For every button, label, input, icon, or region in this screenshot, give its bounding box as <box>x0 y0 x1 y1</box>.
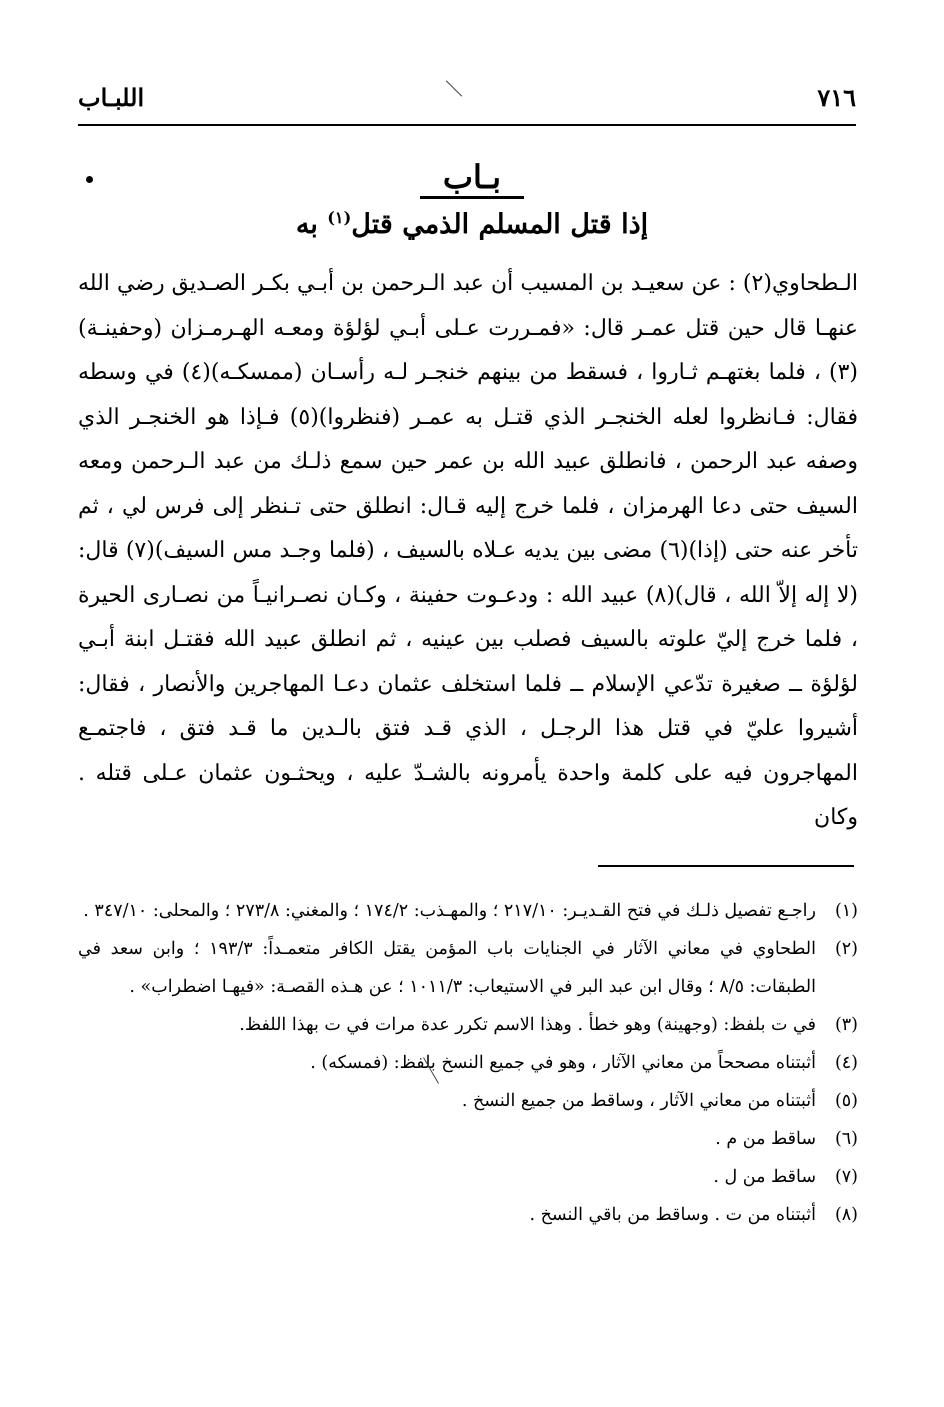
header-rule <box>78 124 856 126</box>
footnote-5 <box>78 1082 858 1120</box>
footnote-number: (٣) <box>834 1015 858 1035</box>
chapter-label: بـاب <box>442 158 502 196</box>
footnote-number: (٥) <box>834 1091 858 1111</box>
page-number: ٧١٦ <box>817 83 856 112</box>
heading-text: إذا قتل المسلم الذمي قتل <box>351 209 649 240</box>
page-header <box>78 82 856 112</box>
footnote-8 <box>78 1196 858 1234</box>
footnote-number: (٤) <box>834 1053 858 1073</box>
footnote-text: ساقط من ل . <box>713 1167 816 1187</box>
heading-tail: به <box>295 209 328 240</box>
running-title: اللبـاب <box>78 83 145 112</box>
footnote-6 <box>78 1120 858 1158</box>
chapter-underline <box>420 196 524 199</box>
body-paragraph: الـطحاوي(٢) : عن سعيـد بن المسيب أن عبد الـرحمن بن أبـي بكـر الصـديق رضي الله عنهـا قال حين قتل عمـر قال: «فمـررت عـلى أبـي لؤلؤة ومعـه الهـرمـزان (وحفينـة)(٣) ، فلما بغتهـم ثـاروا ، فسقط من بينهم خنجـر لـه رأسـان (ممسكـه)(٤) في وسطه فقال: فـانظروا لعله الخنجـر الذي قتـل به عمـر (فنظروا)(٥) فـإذا هو الخنجـر الذي وصفه عبد الرحمن ، فانطلق عبيد الله بن عمر حين سمع ذلـك من عبد الـرحمن ومعه السيف حتى دعا الهرمزان ، فلما خرج إليه قـال: انطلق حتى تـنظر إلى فرس لي ، ثم تأخر عنه حتى (إذا)(٦) مضى بين يديه عـلاه بالسيف ، (فلما وجـد مس السيف)(٧) قال: (لا إله إلاّ الله ، قال)(٨) عبيد الله : ودعـوت حفينة ، وكـان نصـرانيـاً من نصـارى الحيرة ، فلما خرج إليّ علوته بالسيف فصلب بين عينيه ، ثم انطلق عبيد الله فقتـل ابنة أبـي لؤلؤة ــ صغيرة تدّعي الإسلام ــ فلما استخلف عثمان دعـا المهاجرين والأنصار ، فقال: أشيروا عليّ في قتل هذا الرجـل ، الذي قـد فتق بالـدين ما قـد فتق ، فاجتمـع المهاجرون فيه على كلمة واحدة يأمرونه بالشـدّ عليه ، ويحثـون عثمان عـلى قتله . وكان <box>78 271 859 830</box>
footnote-7 <box>78 1158 858 1196</box>
footnote-2 <box>78 930 858 1006</box>
footnote-text: الطحاوي في معاني الآثار في الجنايات باب المؤمن يقتل الكافر متعمـداً: ١٩٣/٣ ؛ وابن سعد في الطبقات: ٨/٥ ؛ وقال ابن عبد البر في الاستيعاب: ١٠١١/٣ ؛ عن هـذه القصـة: «فيهـا اضطراب» . <box>78 939 817 997</box>
heading-footnote-ref: (١) <box>327 208 352 227</box>
section-heading <box>80 208 864 240</box>
footnote-text: راجـع تفصيل ذلـك في فتح القـديـر: ٢١٧/١٠ ؛ والمهـذب: ١٧٤/٢ ؛ والمغني: ٢٧٣/٨ ؛ والمحلى: ٣٤٧/١٠ . <box>83 901 816 921</box>
footnote-text: أثبتناه مصححاً من معاني الآثار ، وهو في جميع النسخ بلفظ: (فمسكه) . <box>310 1053 816 1073</box>
footnote-text: أثبتناه من معاني الآثار ، وساقط من جميع النسخ . <box>461 1091 816 1111</box>
footnote-4 <box>78 1044 858 1082</box>
footnote-number: (٧) <box>834 1167 858 1187</box>
footnote-number: (٢) <box>834 939 858 959</box>
footnote-text: أثبتناه من ت . وساقط من باقي النسخ . <box>529 1205 816 1225</box>
footnote-separator <box>598 865 854 867</box>
footnotes <box>78 892 858 1234</box>
scan-speck <box>86 176 93 183</box>
footnote-number: (١) <box>834 901 858 921</box>
main-text <box>78 262 858 841</box>
footnote-text: في ت بلفظ: (وجهينة) وهو خطأ . وهذا الاسم تكرر عدة مرات في ت بهذا اللفظ. <box>239 1015 816 1035</box>
footnote-3 <box>78 1006 858 1044</box>
footnote-text: ساقط من م . <box>715 1129 816 1149</box>
footnote-number: (٨) <box>834 1205 858 1225</box>
footnote-number: (٦) <box>834 1129 858 1149</box>
footnote-1 <box>78 892 858 930</box>
